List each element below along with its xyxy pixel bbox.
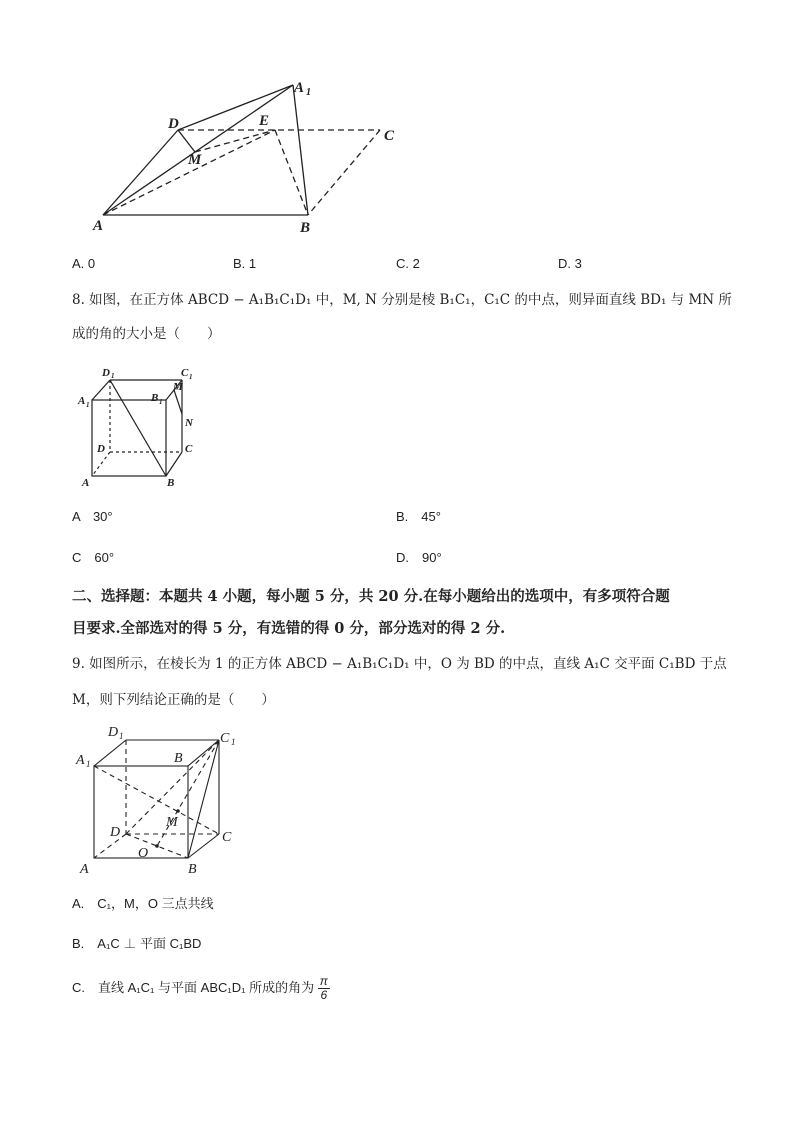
section2-heading-line1: 二、选择题：本题共 4 小题，每小题 5 分，共 20 分.在每小题给出的选项中，有多项符合题 (72, 588, 670, 605)
q8-option-b[interactable]: B. 45° (396, 509, 441, 524)
label-D: D (168, 116, 179, 132)
q9-stem-line1: 9. 如图所示，在棱长为 1 的正方体 ABCD − A₁B₁C₁D₁ 中，O 为 BD 的中点，直线 A₁C 交平面 C₁BD 于点 (72, 656, 727, 672)
label-C: C (384, 128, 395, 144)
q8-label-A: A (82, 477, 90, 489)
label-A: A (93, 218, 104, 234)
q9-label-A1-sub: 1 (86, 759, 91, 769)
figure-cube-q8 (74, 364, 204, 490)
q9-label-B: B (188, 862, 197, 877)
q8-label-B: B (167, 477, 175, 489)
q7-option-d[interactable]: D. 3 (558, 256, 582, 271)
q9-label-B1: B (174, 751, 183, 766)
point-O (155, 844, 159, 848)
q9-label-D1-sub: 1 (119, 731, 124, 741)
q9-label-O: O (138, 846, 149, 861)
q8-label-B1: B (151, 392, 159, 404)
section2-heading-line2: 目要求.全部选对的得 5 分，有选错的得 0 分，部分选对的得 2 分. (72, 620, 506, 637)
q8-option-c[interactable]: C 60° (72, 550, 115, 565)
q9-option-a[interactable]: A. C₁，M，O 三点共线 (72, 896, 214, 911)
q9-label-C1: C (220, 731, 230, 746)
q8-label-B1-sub: 1 (159, 398, 163, 406)
label-A1: A (294, 80, 305, 96)
fraction-numerator: π (319, 974, 328, 989)
figure-fold-quadrilateral (80, 70, 420, 245)
q8-label-C1-sub: 1 (189, 373, 193, 381)
q9-label-A: A (80, 862, 89, 877)
q7-option-a[interactable]: A. 0 (72, 256, 96, 271)
label-A1-sub: 1 (306, 87, 311, 98)
q9-option-b[interactable]: B. A₁C ⊥ 平面 C₁BD (72, 936, 202, 951)
q8-label-M: M (173, 381, 183, 393)
q9-stem-line2: M，则下列结论正确的是（ ） (72, 692, 275, 708)
q8-label-N: N (185, 417, 193, 429)
q9-option-c-text: C. 直线 A₁C₁ 与平面 ABC₁D₁ 所成的角为 (72, 980, 315, 995)
q8-label-C1: C (181, 367, 189, 379)
q9-label-D: D (110, 825, 121, 840)
figure-cube-q9 (74, 724, 249, 879)
q9-option-c[interactable] (72, 970, 330, 1006)
q9-label-C: C (222, 830, 232, 845)
q8-label-D: D (97, 443, 105, 455)
q7-option-b[interactable]: B. 1 (233, 256, 257, 271)
label-E: E (259, 113, 270, 129)
point-M (176, 809, 180, 813)
q8-option-d[interactable]: D. 90° (396, 550, 442, 565)
q8-option-a[interactable]: A 30° (72, 509, 113, 524)
label-B: B (300, 220, 311, 236)
q7-option-c[interactable]: C. 2 (396, 256, 420, 271)
q9-label-A1: A (76, 753, 85, 768)
fraction-pi-over-6 (318, 975, 330, 1002)
q8-label-A1: A (78, 395, 86, 407)
q9-label-M: M (166, 815, 178, 830)
q8-stem-line1: 8. 如图，在正方体 ABCD − A₁B₁C₁D₁ 中，M, N 分别是棱 B₁C₁，C₁C 的中点，则异面直线 BD₁ 与 MN 所 (72, 292, 732, 308)
q8-label-A1-sub: 1 (86, 401, 90, 409)
label-M: M (188, 152, 202, 168)
q8-label-D1: D (102, 367, 110, 379)
q9-label-D1: D (108, 725, 119, 740)
q8-label-C: C (185, 443, 193, 455)
fraction-denominator: 6 (320, 988, 328, 1003)
q8-stem-line2: 成的角的大小是（ ） (72, 326, 221, 342)
q9-label-C1-sub: 1 (231, 737, 236, 747)
q8-label-D1-sub: 1 (111, 372, 115, 380)
